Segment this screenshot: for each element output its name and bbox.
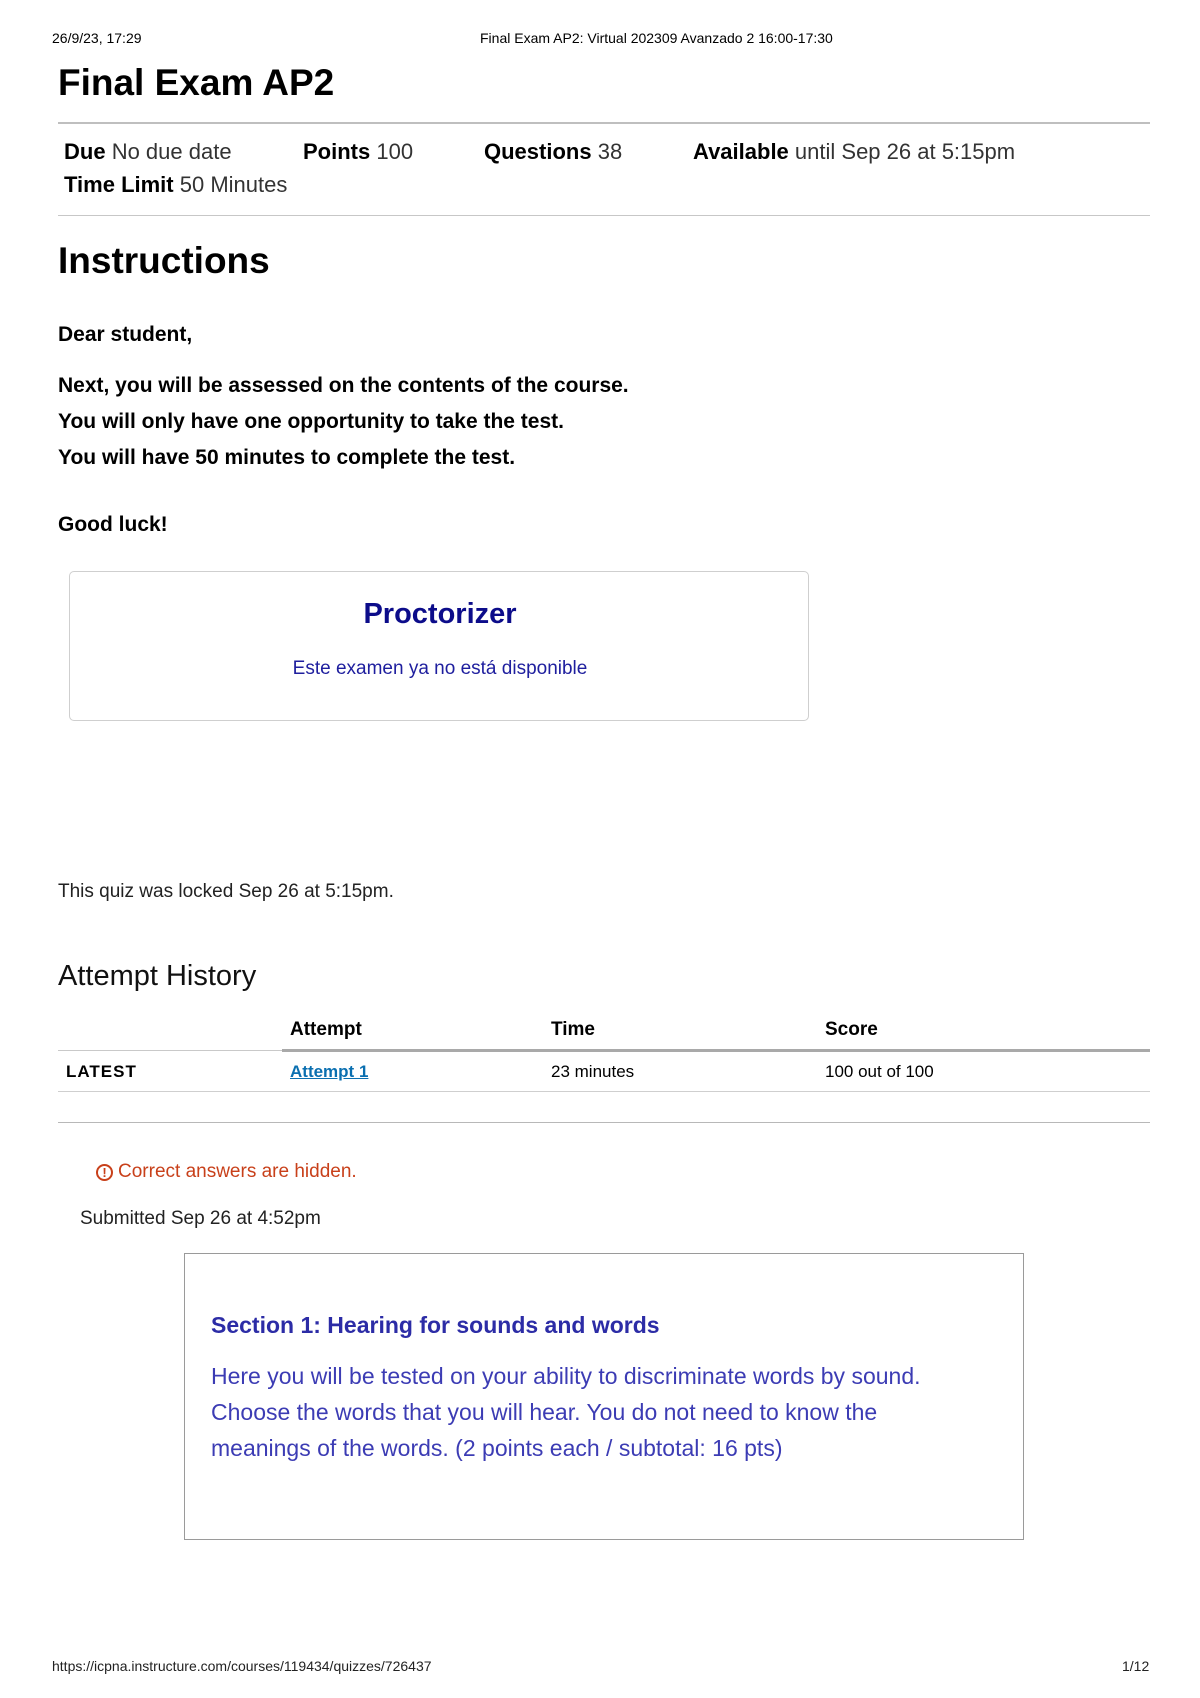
points-label: Points [303, 139, 371, 164]
title-divider [58, 122, 1150, 124]
meta-questions [484, 139, 622, 165]
print-document-title: Final Exam AP2: Virtual 202309 Avanzado 2 16:00-17:30 [480, 30, 833, 46]
quiz-locked-notice: This quiz was locked Sep 26 at 5:15pm. [58, 881, 394, 902]
table-header-row [58, 1013, 1150, 1051]
time-limit-label: Time Limit [64, 172, 174, 197]
meta-due [64, 139, 232, 165]
warning-text: Correct answers are hidden. [118, 1161, 357, 1182]
exclamation-circle-icon: ! [96, 1164, 113, 1181]
column-header-score: Score [817, 1013, 1150, 1051]
section-1-panel [184, 1253, 1024, 1540]
column-header-tag [58, 1013, 282, 1051]
due-value: No due date [111, 139, 232, 164]
attempt-time: 23 minutes [543, 1051, 817, 1092]
section-description: Here you will be tested on your ability to discriminate words by sound. Choose the words that you will hear. You do not need to know the meanings of the words. (2 points each / subtotal: 16 pts) [211, 1363, 921, 1461]
column-header-time: Time [543, 1013, 817, 1051]
print-page-number: 1/12 [1122, 1658, 1150, 1674]
instructions-greeting: Dear student, [58, 323, 193, 346]
latest-tag: LATEST [58, 1051, 282, 1092]
meta-time-limit [64, 172, 287, 198]
meta-available [693, 139, 1015, 165]
print-datetime: 26/9/23, 17:29 [52, 30, 142, 46]
meta-divider [58, 215, 1150, 216]
available-label: Available [693, 139, 789, 164]
questions-label: Questions [484, 139, 592, 164]
points-value: 100 [376, 139, 414, 164]
instructions-line-3: You will have 50 minutes to complete the test. [58, 446, 516, 469]
due-label: Due [64, 139, 106, 164]
proctorizer-message: Este examen ya no está disponible [292, 658, 588, 679]
attempt-history-table [58, 1013, 1150, 1092]
table-row [58, 1051, 1150, 1092]
page-title: Final Exam AP2 [58, 62, 335, 103]
submitted-timestamp: Submitted Sep 26 at 4:52pm [80, 1208, 321, 1229]
questions-value: 38 [597, 139, 623, 164]
section-title: Section 1: Hearing for sounds and words [211, 1312, 660, 1338]
attempt-score: 100 out of 100 [817, 1051, 1150, 1092]
print-footer-url: https://icpna.instructure.com/courses/119434/quizzes/726437 [52, 1658, 432, 1674]
proctorizer-title: Proctorizer [363, 598, 517, 630]
proctorizer-panel [69, 571, 809, 721]
time-limit-value: 50 Minutes [179, 172, 288, 197]
instructions-closing: Good luck! [58, 513, 168, 536]
instructions-line-1: Next, you will be assessed on the contents of the course. [58, 374, 629, 397]
attempt-history-divider [58, 1122, 1150, 1123]
available-value: until Sep 26 at 5:15pm [794, 139, 1016, 164]
meta-points [303, 139, 413, 165]
attempt-history-heading: Attempt History [58, 960, 257, 992]
column-header-attempt: Attempt [282, 1013, 543, 1051]
attempt-1-link[interactable]: Attempt 1 [290, 1062, 369, 1081]
correct-answers-hidden-notice [96, 1161, 357, 1183]
instructions-line-2: You will only have one opportunity to take the test. [58, 410, 564, 433]
instructions-heading: Instructions [58, 240, 270, 281]
